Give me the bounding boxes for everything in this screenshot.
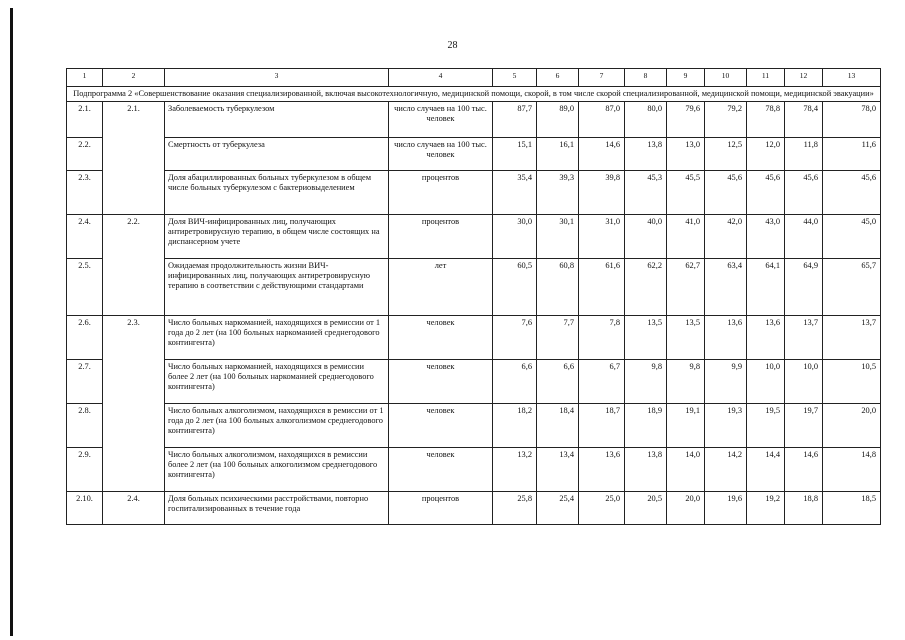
indicator-value: 87,7	[493, 102, 537, 138]
table-row	[67, 259, 881, 316]
indicator-value: 20,0	[667, 492, 705, 525]
indicator-name: Число больных наркоманией, находящихся в ремиссии от 1 года до 2 лет (на 100 больных наркоманией среднегодового контингента)	[165, 316, 389, 360]
header-cell: 10	[705, 69, 747, 87]
header-cell: 8	[625, 69, 667, 87]
unit-of-measure: человек	[389, 448, 493, 492]
indicator-value: 45,6	[785, 171, 823, 215]
indicator-value: 61,6	[579, 259, 625, 316]
indicator-value: 19,6	[705, 492, 747, 525]
unit-of-measure: процентов	[389, 215, 493, 259]
row-number: 2.9.	[67, 448, 103, 492]
indicator-value: 13,8	[625, 138, 667, 171]
task-number	[103, 448, 165, 492]
row-number: 2.2.	[67, 138, 103, 171]
header-cell: 3	[165, 69, 389, 87]
row-number: 2.7.	[67, 360, 103, 404]
indicator-value: 60,8	[537, 259, 579, 316]
header-cell: 4	[389, 69, 493, 87]
indicator-value: 10,0	[785, 360, 823, 404]
indicator-value: 13,6	[579, 448, 625, 492]
unit-of-measure: человек	[389, 316, 493, 360]
indicator-value: 65,7	[823, 259, 881, 316]
indicator-value: 13,5	[667, 316, 705, 360]
indicator-value: 79,2	[705, 102, 747, 138]
indicator-value: 6,6	[493, 360, 537, 404]
indicator-value: 13,7	[823, 316, 881, 360]
unit-of-measure: число случаев на 100 тыс. человек	[389, 138, 493, 171]
header-cell: 12	[785, 69, 823, 87]
row-number: 2.3.	[67, 171, 103, 215]
indicator-value: 14,8	[823, 448, 881, 492]
indicator-value: 6,7	[579, 360, 625, 404]
row-number: 2.4.	[67, 215, 103, 259]
indicator-value: 12,5	[705, 138, 747, 171]
unit-of-measure: лет	[389, 259, 493, 316]
indicator-value: 25,4	[537, 492, 579, 525]
indicator-value: 13,2	[493, 448, 537, 492]
unit-of-measure: человек	[389, 404, 493, 448]
task-number	[103, 259, 165, 316]
header-cell: 11	[747, 69, 785, 87]
task-number: 2.4.	[103, 492, 165, 525]
table-row	[67, 171, 881, 215]
unit-of-measure: человек	[389, 360, 493, 404]
indicator-name: Число больных наркоманией, находящихся в ремиссии более 2 лет (на 100 больных наркоманией среднегодового контингента)	[165, 360, 389, 404]
indicator-value: 10,5	[823, 360, 881, 404]
indicator-value: 89,0	[537, 102, 579, 138]
indicator-value: 13,6	[705, 316, 747, 360]
table-row	[67, 316, 881, 360]
task-number	[103, 171, 165, 215]
indicator-value: 45,6	[747, 171, 785, 215]
indicator-value: 60,5	[493, 259, 537, 316]
page-number: 28	[447, 40, 458, 51]
indicator-value: 13,0	[667, 138, 705, 171]
header-cell: 7	[579, 69, 625, 87]
indicator-value: 20,5	[625, 492, 667, 525]
indicator-value: 78,0	[823, 102, 881, 138]
subprogram-row	[67, 87, 881, 102]
indicator-value: 35,4	[493, 171, 537, 215]
task-number: 2.3.	[103, 316, 165, 360]
indicator-value: 16,1	[537, 138, 579, 171]
indicator-value: 14,4	[747, 448, 785, 492]
indicator-value: 13,8	[625, 448, 667, 492]
indicator-value: 40,0	[625, 215, 667, 259]
indicators-table	[66, 68, 881, 525]
indicator-value: 30,1	[537, 215, 579, 259]
indicator-value: 78,8	[747, 102, 785, 138]
indicator-value: 14,2	[705, 448, 747, 492]
unit-of-measure: число случаев на 100 тыс. человек	[389, 102, 493, 138]
indicator-value: 6,6	[537, 360, 579, 404]
scan-edge-bar	[10, 8, 13, 636]
row-number: 2.10.	[67, 492, 103, 525]
row-number: 2.6.	[67, 316, 103, 360]
indicator-name: Доля абациллированных больных туберкулезом в общем числе больных туберкулезом с бактериовыделением	[165, 171, 389, 215]
indicator-value: 39,3	[537, 171, 579, 215]
indicator-value: 19,1	[667, 404, 705, 448]
table-row	[67, 215, 881, 259]
table-row	[67, 404, 881, 448]
indicator-value: 11,6	[823, 138, 881, 171]
row-number: 2.5.	[67, 259, 103, 316]
indicator-value: 15,1	[493, 138, 537, 171]
subprogram-title: Подпрограмма 2 «Совершенствование оказания специализированной, включая высокотехнологичную, медицинской помощи, скорой, в том числе скорой специализированной, медицинской помощи, медицинской эвакуации»	[67, 87, 881, 102]
indicator-value: 64,1	[747, 259, 785, 316]
row-number: 2.1.	[67, 102, 103, 138]
indicator-value: 45,0	[823, 215, 881, 259]
indicator-value: 18,4	[537, 404, 579, 448]
indicator-value: 45,5	[667, 171, 705, 215]
indicator-value: 62,2	[625, 259, 667, 316]
indicator-value: 18,5	[823, 492, 881, 525]
header-cell: 13	[823, 69, 881, 87]
indicator-value: 9,9	[705, 360, 747, 404]
indicator-value: 30,0	[493, 215, 537, 259]
indicator-name: Число больных алкоголизмом, находящихся в ремиссии от 1 года до 2 лет (на 100 больных алкоголизмом среднегодового контингента)	[165, 404, 389, 448]
indicator-value: 62,7	[667, 259, 705, 316]
indicator-value: 19,5	[747, 404, 785, 448]
indicator-value: 13,6	[747, 316, 785, 360]
indicator-value: 13,4	[537, 448, 579, 492]
indicator-name: Смертность от туберкулеза	[165, 138, 389, 171]
indicator-value: 20,0	[823, 404, 881, 448]
table-row	[67, 102, 881, 138]
table-row	[67, 360, 881, 404]
indicator-value: 7,8	[579, 316, 625, 360]
indicator-value: 44,0	[785, 215, 823, 259]
indicator-value: 43,0	[747, 215, 785, 259]
indicator-value: 80,0	[625, 102, 667, 138]
indicator-value: 19,2	[747, 492, 785, 525]
indicator-value: 45,3	[625, 171, 667, 215]
table-row	[67, 448, 881, 492]
indicator-value: 18,9	[625, 404, 667, 448]
header-cell: 2	[103, 69, 165, 87]
indicator-value: 19,3	[705, 404, 747, 448]
task-number	[103, 138, 165, 171]
indicator-value: 31,0	[579, 215, 625, 259]
indicator-value: 39,8	[579, 171, 625, 215]
indicator-value: 11,8	[785, 138, 823, 171]
indicator-value: 45,6	[705, 171, 747, 215]
indicator-value: 18,2	[493, 404, 537, 448]
indicator-value: 7,6	[493, 316, 537, 360]
indicator-value: 10,0	[747, 360, 785, 404]
indicator-value: 13,5	[625, 316, 667, 360]
indicator-value: 19,7	[785, 404, 823, 448]
indicator-value: 78,4	[785, 102, 823, 138]
header-row	[67, 69, 881, 87]
indicator-name: Число больных алкоголизмом, находящихся в ремиссии более 2 лет (на 100 больных алкоголизмом среднегодового контингента)	[165, 448, 389, 492]
indicator-value: 25,8	[493, 492, 537, 525]
indicator-value: 25,0	[579, 492, 625, 525]
indicator-value: 42,0	[705, 215, 747, 259]
indicator-value: 9,8	[667, 360, 705, 404]
indicator-name: Доля больных психическими расстройствами, повторно госпитализированных в течение года	[165, 492, 389, 525]
unit-of-measure: процентов	[389, 492, 493, 525]
indicator-value: 13,7	[785, 316, 823, 360]
indicator-value: 87,0	[579, 102, 625, 138]
indicator-name: Ожидаемая продолжительность жизни ВИЧ-инфицированных лиц, получающих антиретровирусную терапию в соответствии с действующими стандартами	[165, 259, 389, 316]
row-number: 2.8.	[67, 404, 103, 448]
table-row	[67, 138, 881, 171]
task-number: 2.2.	[103, 215, 165, 259]
header-cell: 5	[493, 69, 537, 87]
indicator-value: 14,0	[667, 448, 705, 492]
header-cell: 6	[537, 69, 579, 87]
indicator-value: 63,4	[705, 259, 747, 316]
indicator-value: 14,6	[785, 448, 823, 492]
task-number: 2.1.	[103, 102, 165, 138]
indicator-name: Доля ВИЧ-инфицированных лиц, получающих антиретровирусную терапию, в общем числе состоящих на диспансерном учете	[165, 215, 389, 259]
indicator-value: 9,8	[625, 360, 667, 404]
indicator-value: 14,6	[579, 138, 625, 171]
indicator-value: 7,7	[537, 316, 579, 360]
indicator-value: 79,6	[667, 102, 705, 138]
indicator-value: 41,0	[667, 215, 705, 259]
indicator-value: 18,8	[785, 492, 823, 525]
indicator-name: Заболеваемость туберкулезом	[165, 102, 389, 138]
task-number	[103, 404, 165, 448]
task-number	[103, 360, 165, 404]
indicator-value: 64,9	[785, 259, 823, 316]
indicator-value: 18,7	[579, 404, 625, 448]
header-cell: 1	[67, 69, 103, 87]
indicator-value: 45,6	[823, 171, 881, 215]
unit-of-measure: процентов	[389, 171, 493, 215]
header-cell: 9	[667, 69, 705, 87]
table-row	[67, 492, 881, 525]
indicator-value: 12,0	[747, 138, 785, 171]
